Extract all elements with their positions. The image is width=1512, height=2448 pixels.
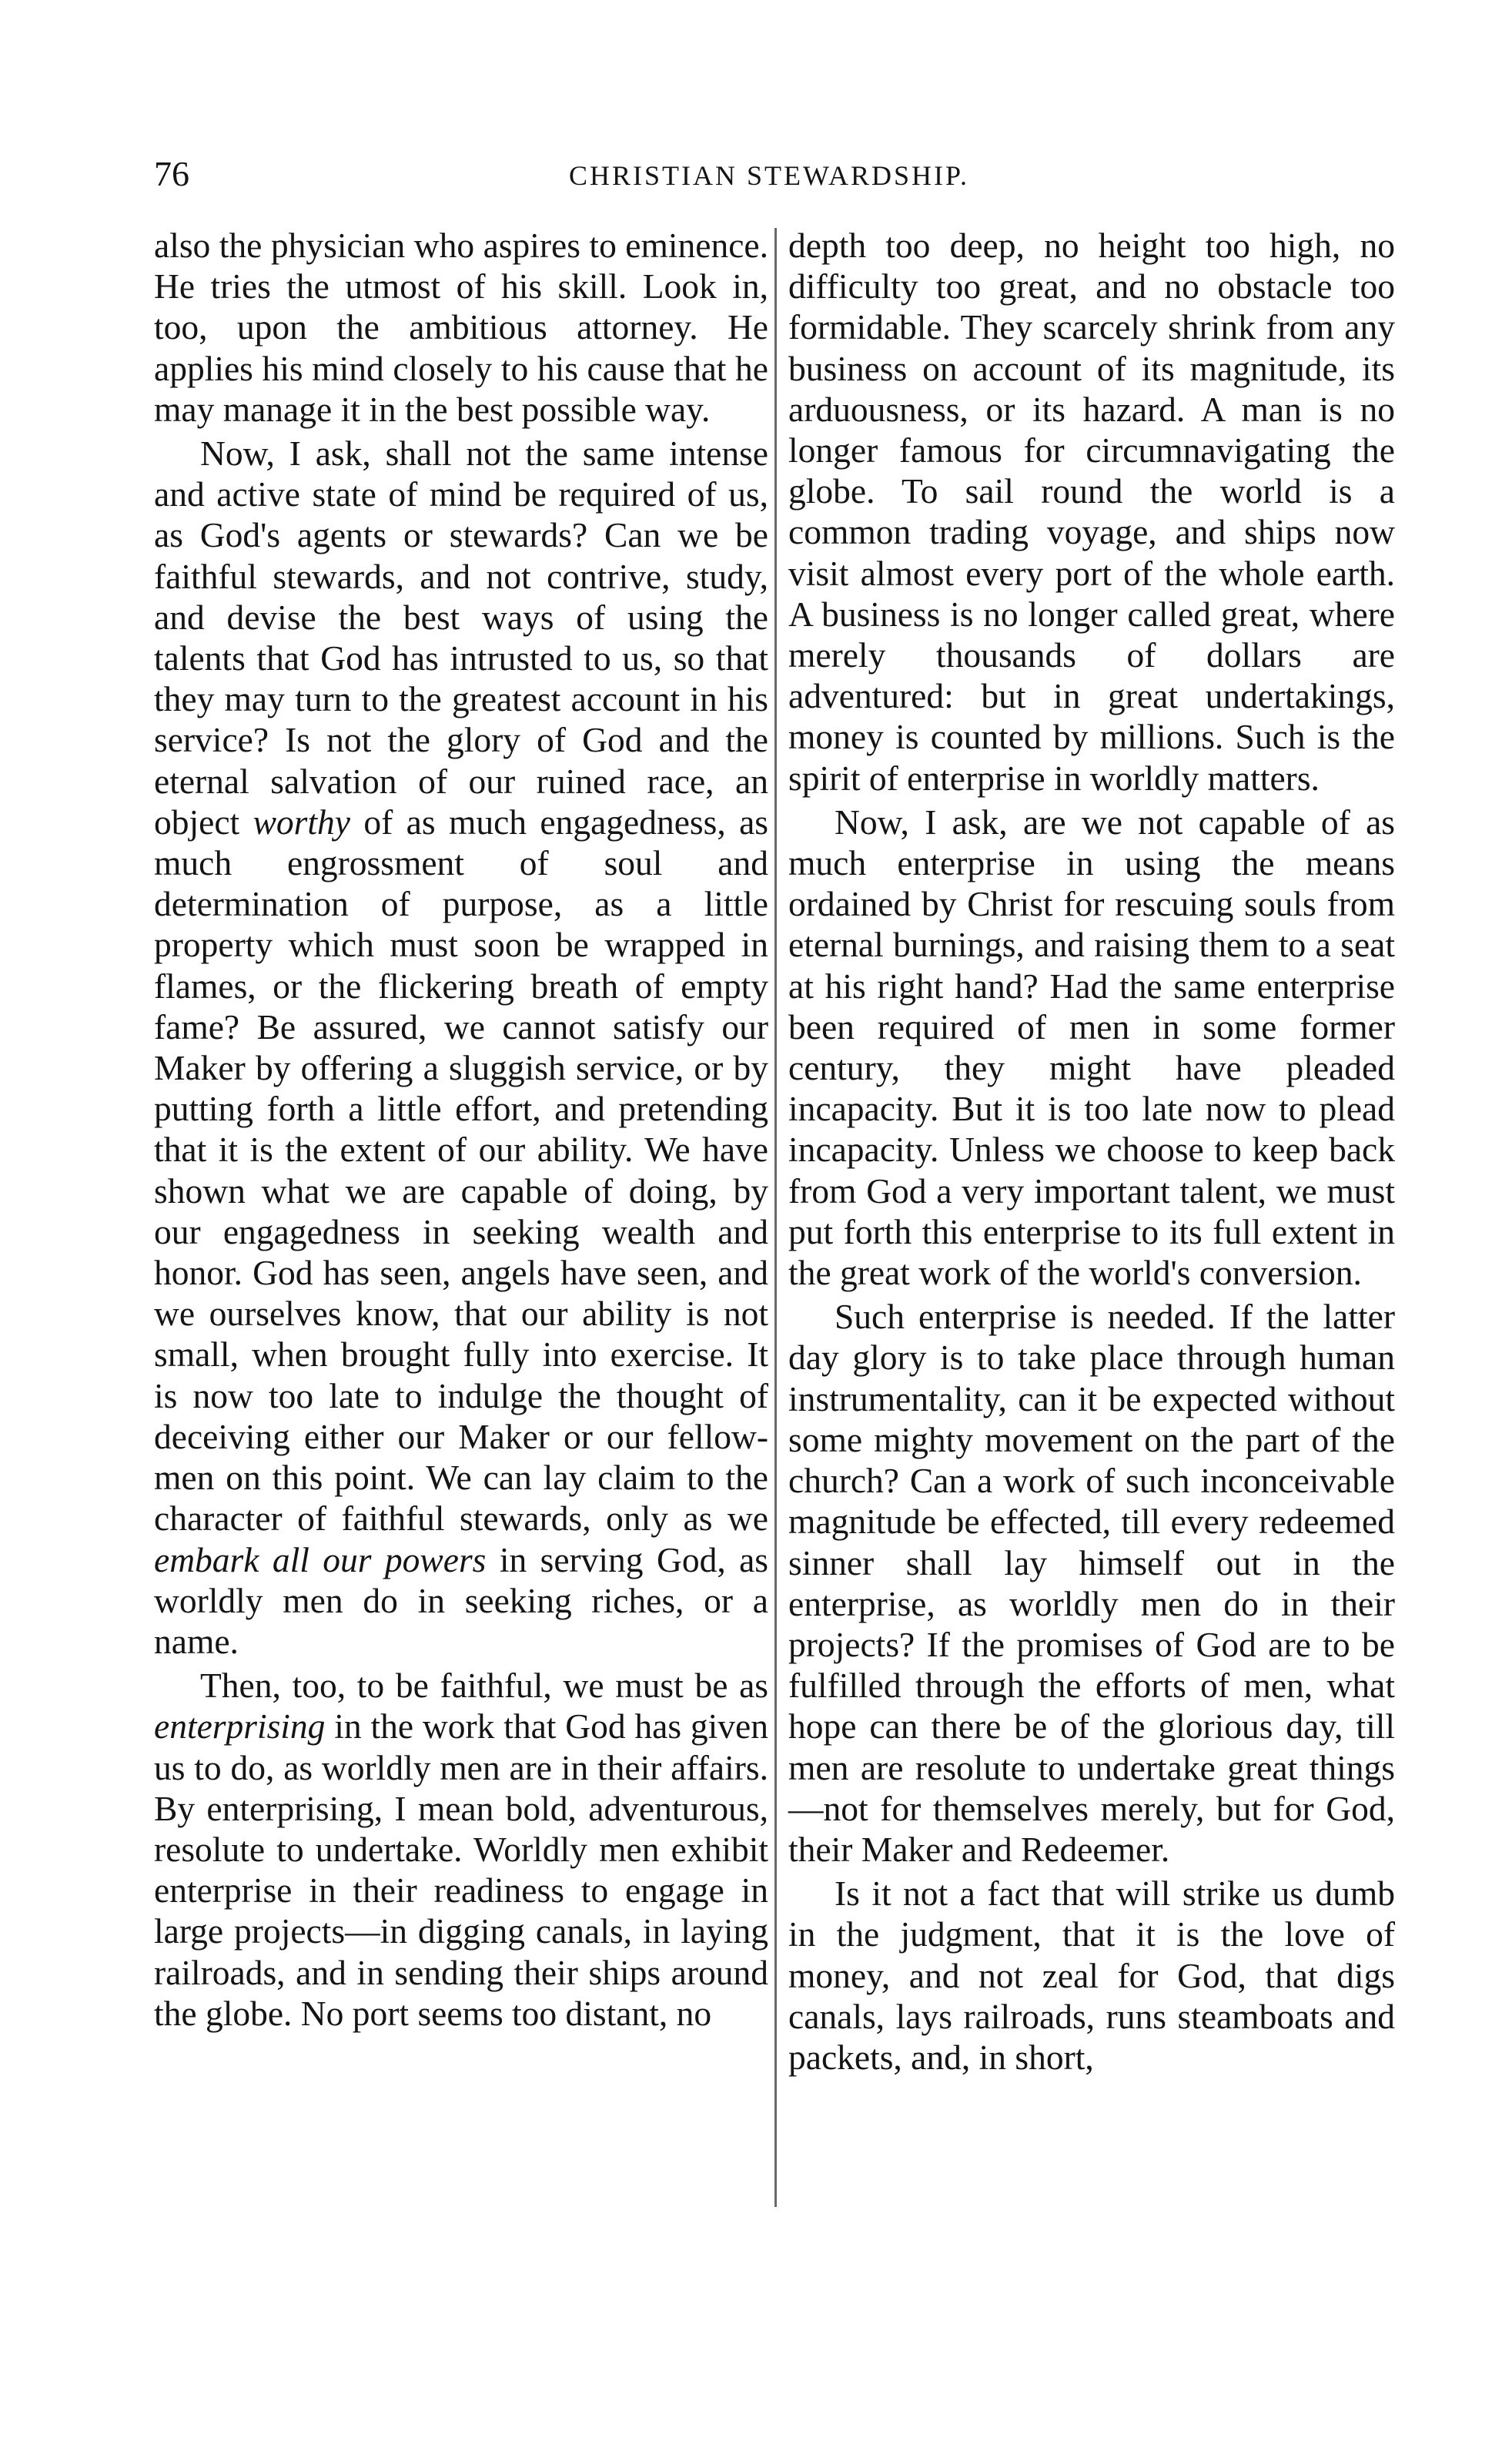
left-paragraph-3-text-b: in the work that God has given us to do, as worldly men are in their affairs. By enterprising, I mean bold, adventurous, resolute to undertake. Worldly men exhibit enterprise in their readiness to engage in large projects—in digging canals, in laying railroads, and in sending their ships around the globe. No port seems too distant, no <box>154 1706 768 2033</box>
left-paragraph-3-text-a: Then, too, to be faithful, we must be as <box>200 1666 768 1706</box>
left-paragraph-2-emphasis-powers: embark all our powers <box>154 1539 487 1579</box>
page-header <box>154 151 1384 205</box>
right-paragraph-3: Such enterprise is needed. If the latter day glory is to take place through human instrumentality, can it be expected without some mighty movement on the part of the church? Can a work of such inconceivable magnitude be effected, till every redeemed sinner shall lay himself out in the enterprise, as worldly men do in their projects? If the promises of God are to be fulfilled through the efforts of men, what hope can there be of the glorious day, till men are resolute to undertake great things—not for themselves merely, but for God, their Maker and Redeemer. <box>788 1297 1395 1869</box>
right-paragraph-1: depth too deep, no height too high, no difficulty too great, and no obstacle too formidable. They scarcely shrink from any business on account of its magnitude, its arduousness, or its hazard. A man is no longer famous for circumnavigating the globe. To sail round the world is a common trading voyage, and ships now visit almost every port of the whole earth. A business is no longer called great, where merely thousands of dollars are adventured: but in great undertakings, money is counted by millions. Such is the spirit of enterprise in worldly matters. <box>788 226 1395 798</box>
left-paragraph-1: also the physician who aspires to eminence. He tries the utmost of his skill. Look in, too, upon the ambitious attorney. He applies his mind closely to his cause that he may manage it in the best possible way. <box>154 226 768 429</box>
left-column <box>154 225 768 2034</box>
left-paragraph-2-emphasis-worthy: worthy <box>253 802 350 842</box>
right-paragraph-4: Is it not a fact that will strike us dumb in the judgment, that it is the love of money, and not zeal for God, that digs canals, lays railroads, runs steamboats and packets, and, in short, <box>788 1874 1395 2077</box>
running-head: CHRISTIAN STEWARDSHIP. <box>568 160 970 191</box>
page-number: 76 <box>154 154 189 193</box>
left-paragraph-2-text-a: Now, I ask, shall not the same intense and active state of mind be required of us, as God's agents or stewards? Can we be faithful stewards, and not contrive, study, and devise the best ways of using the talents that God has intrusted to us, so that they may turn to the greatest account in his service? Is not the glory of God and the eternal salvation of our ruined race, an object <box>154 434 768 842</box>
right-column <box>788 225 1395 2078</box>
column-divider <box>774 228 777 2207</box>
left-paragraph-3-emphasis-enterprising: enterprising <box>154 1706 326 1746</box>
left-paragraph-2-text-b: of as much engagedness, as much engrossment of soul and determination of purpose, as a little property which must soon be wrapped in flames, or the flickering breath of empty fame? Be assured, we cannot satisfy our Maker by offering a sluggish service, or by putting forth a little effort, and pretending that it is the extent of our ability. We have shown what we are capable of doing, by our engagedness in seeking wealth and honor. God has seen, angels have seen, and we ourselves know, that our ability is not small, when brought fully into exercise. It is now too late to indulge the thought of deceiving either our Maker or our fellow-men on this point. We can lay claim to the character of faithful stewards, only as we <box>154 802 769 1539</box>
right-paragraph-2: Now, I ask, are we not capable of as much enterprise in using the means ordained by Christ for rescuing souls from eternal burnings, and raising them to a seat at his right hand? Had the same enterprise been required of men in some former century, they might have pleaded incapacity. But it is too late now to plead incapacity. Unless we choose to keep back from God a very important talent, we must put forth this enterprise to its full extent in the great work of the world's conversion. <box>788 802 1395 1293</box>
left-paragraph-2 <box>154 433 768 1662</box>
left-paragraph-3 <box>154 1665 768 2034</box>
left-paragraph-2-text-c: in serving God, as worldly men do in seeking riches, or a name. <box>154 1539 769 1661</box>
